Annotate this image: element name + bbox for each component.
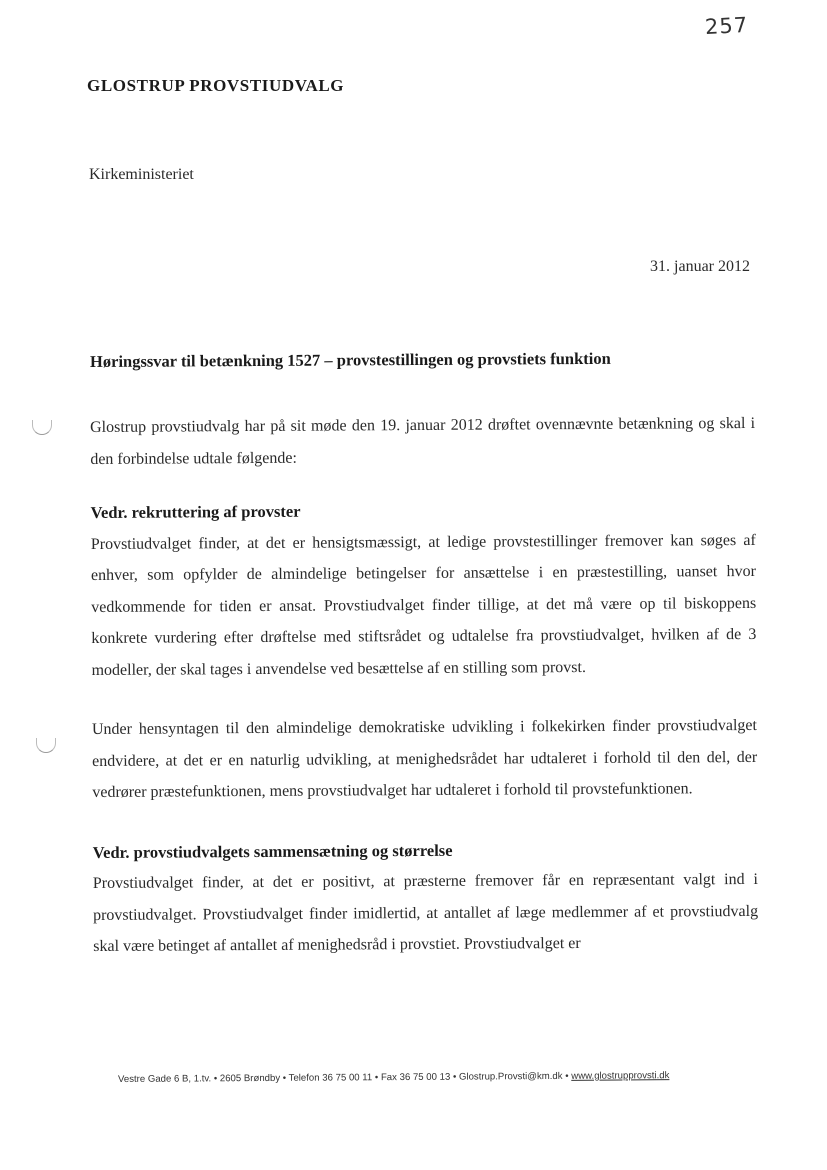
footer-separator: •: [282, 1072, 287, 1084]
intro-paragraph: Glostrup provstiudvalg har på sit møde den 19. januar 2012 drøftet ovennævnte betænkning og skal i den forbindelse udtale følgende:: [90, 414, 756, 468]
letterhead-title: GLOSTRUP PROVSTIUDVALG: [87, 76, 345, 95]
section-heading-composition: Vedr. provstiudvalgets sammensætning og størrelse: [92, 840, 453, 862]
recipient: Kirkeministeriet: [89, 166, 194, 183]
section-heading-recruitment: Vedr. rekruttering af provster: [90, 501, 301, 522]
punch-hole-mark: [32, 420, 52, 435]
handwritten-page-number: 257: [704, 12, 749, 40]
paragraph-recruitment-2: Under hensyntagen til den almindelige demokratiske udvikling i folkekirken finder provstiudvalget endvidere, at det er en naturlig udvikling, at menighedsrådet har udtaleret i forhold til den del, der vedrører præstefunktionen, mens provstiudvalget har udtaleret i forhold til provstefunktionen.: [91, 716, 758, 801]
footer-separator: •: [374, 1072, 379, 1084]
punch-hole-mark: [36, 738, 56, 753]
letter-body: [90, 408, 758, 963]
section-spacer: [92, 804, 757, 836]
footer-phone: Telefon 36 75 00 11: [288, 1072, 373, 1084]
footer-email: Glostrup.Provsti@km.dk: [458, 1070, 563, 1083]
paragraph-composition-1: Provstiudvalget finder, at det er positivt, at præsterne fremover får en repræsentant valgt ind i provstiudvalget. Provstiudvalget finder imidlertid, at antallet af læge medlemmer af et provstiudvalg skal være betinget af antallet af menighedsråd i provstiet. Provstiudvalget er: [92, 870, 759, 955]
footer-separator: •: [213, 1073, 218, 1085]
footer-address: Vestre Gade 6 B, 1.tv.: [117, 1073, 212, 1085]
paragraph-spacer: [92, 682, 757, 714]
subject-heading: Høringssvar til betænkning 1527 – provstestillingen og provstiets funktion: [89, 348, 611, 371]
footer-separator: •: [565, 1070, 569, 1082]
footer-city: 2605 Brøndby: [219, 1072, 281, 1085]
letter-date: 31. januar 2012: [650, 258, 750, 275]
footer-website-link[interactable]: www.glostrupprovsti.dk: [571, 1070, 670, 1082]
footer-fax: Fax 36 75 00 13: [380, 1071, 451, 1084]
letter-footer: [118, 1070, 758, 1085]
footer-separator: •: [452, 1071, 457, 1083]
paragraph-recruitment-1: Provstiudvalget finder, at det er hensigtsmæssigt, at ledige provstestillinger fremover kan søges af enhver, som opfylder de almindelige betingelser for ansættelse i en præstestilling, uanset hvor vedkommende for tiden er ansat. Provstiudvalget finder tillige, at det må være op til biskoppens konkrete vurdering efter drøftelse med stiftsrådet og udtalelse fra provstiudvalget, hvilken af de 3 modeller, der skal tages i anvendelse ved besættelse af en stilling som provst.: [90, 531, 757, 679]
